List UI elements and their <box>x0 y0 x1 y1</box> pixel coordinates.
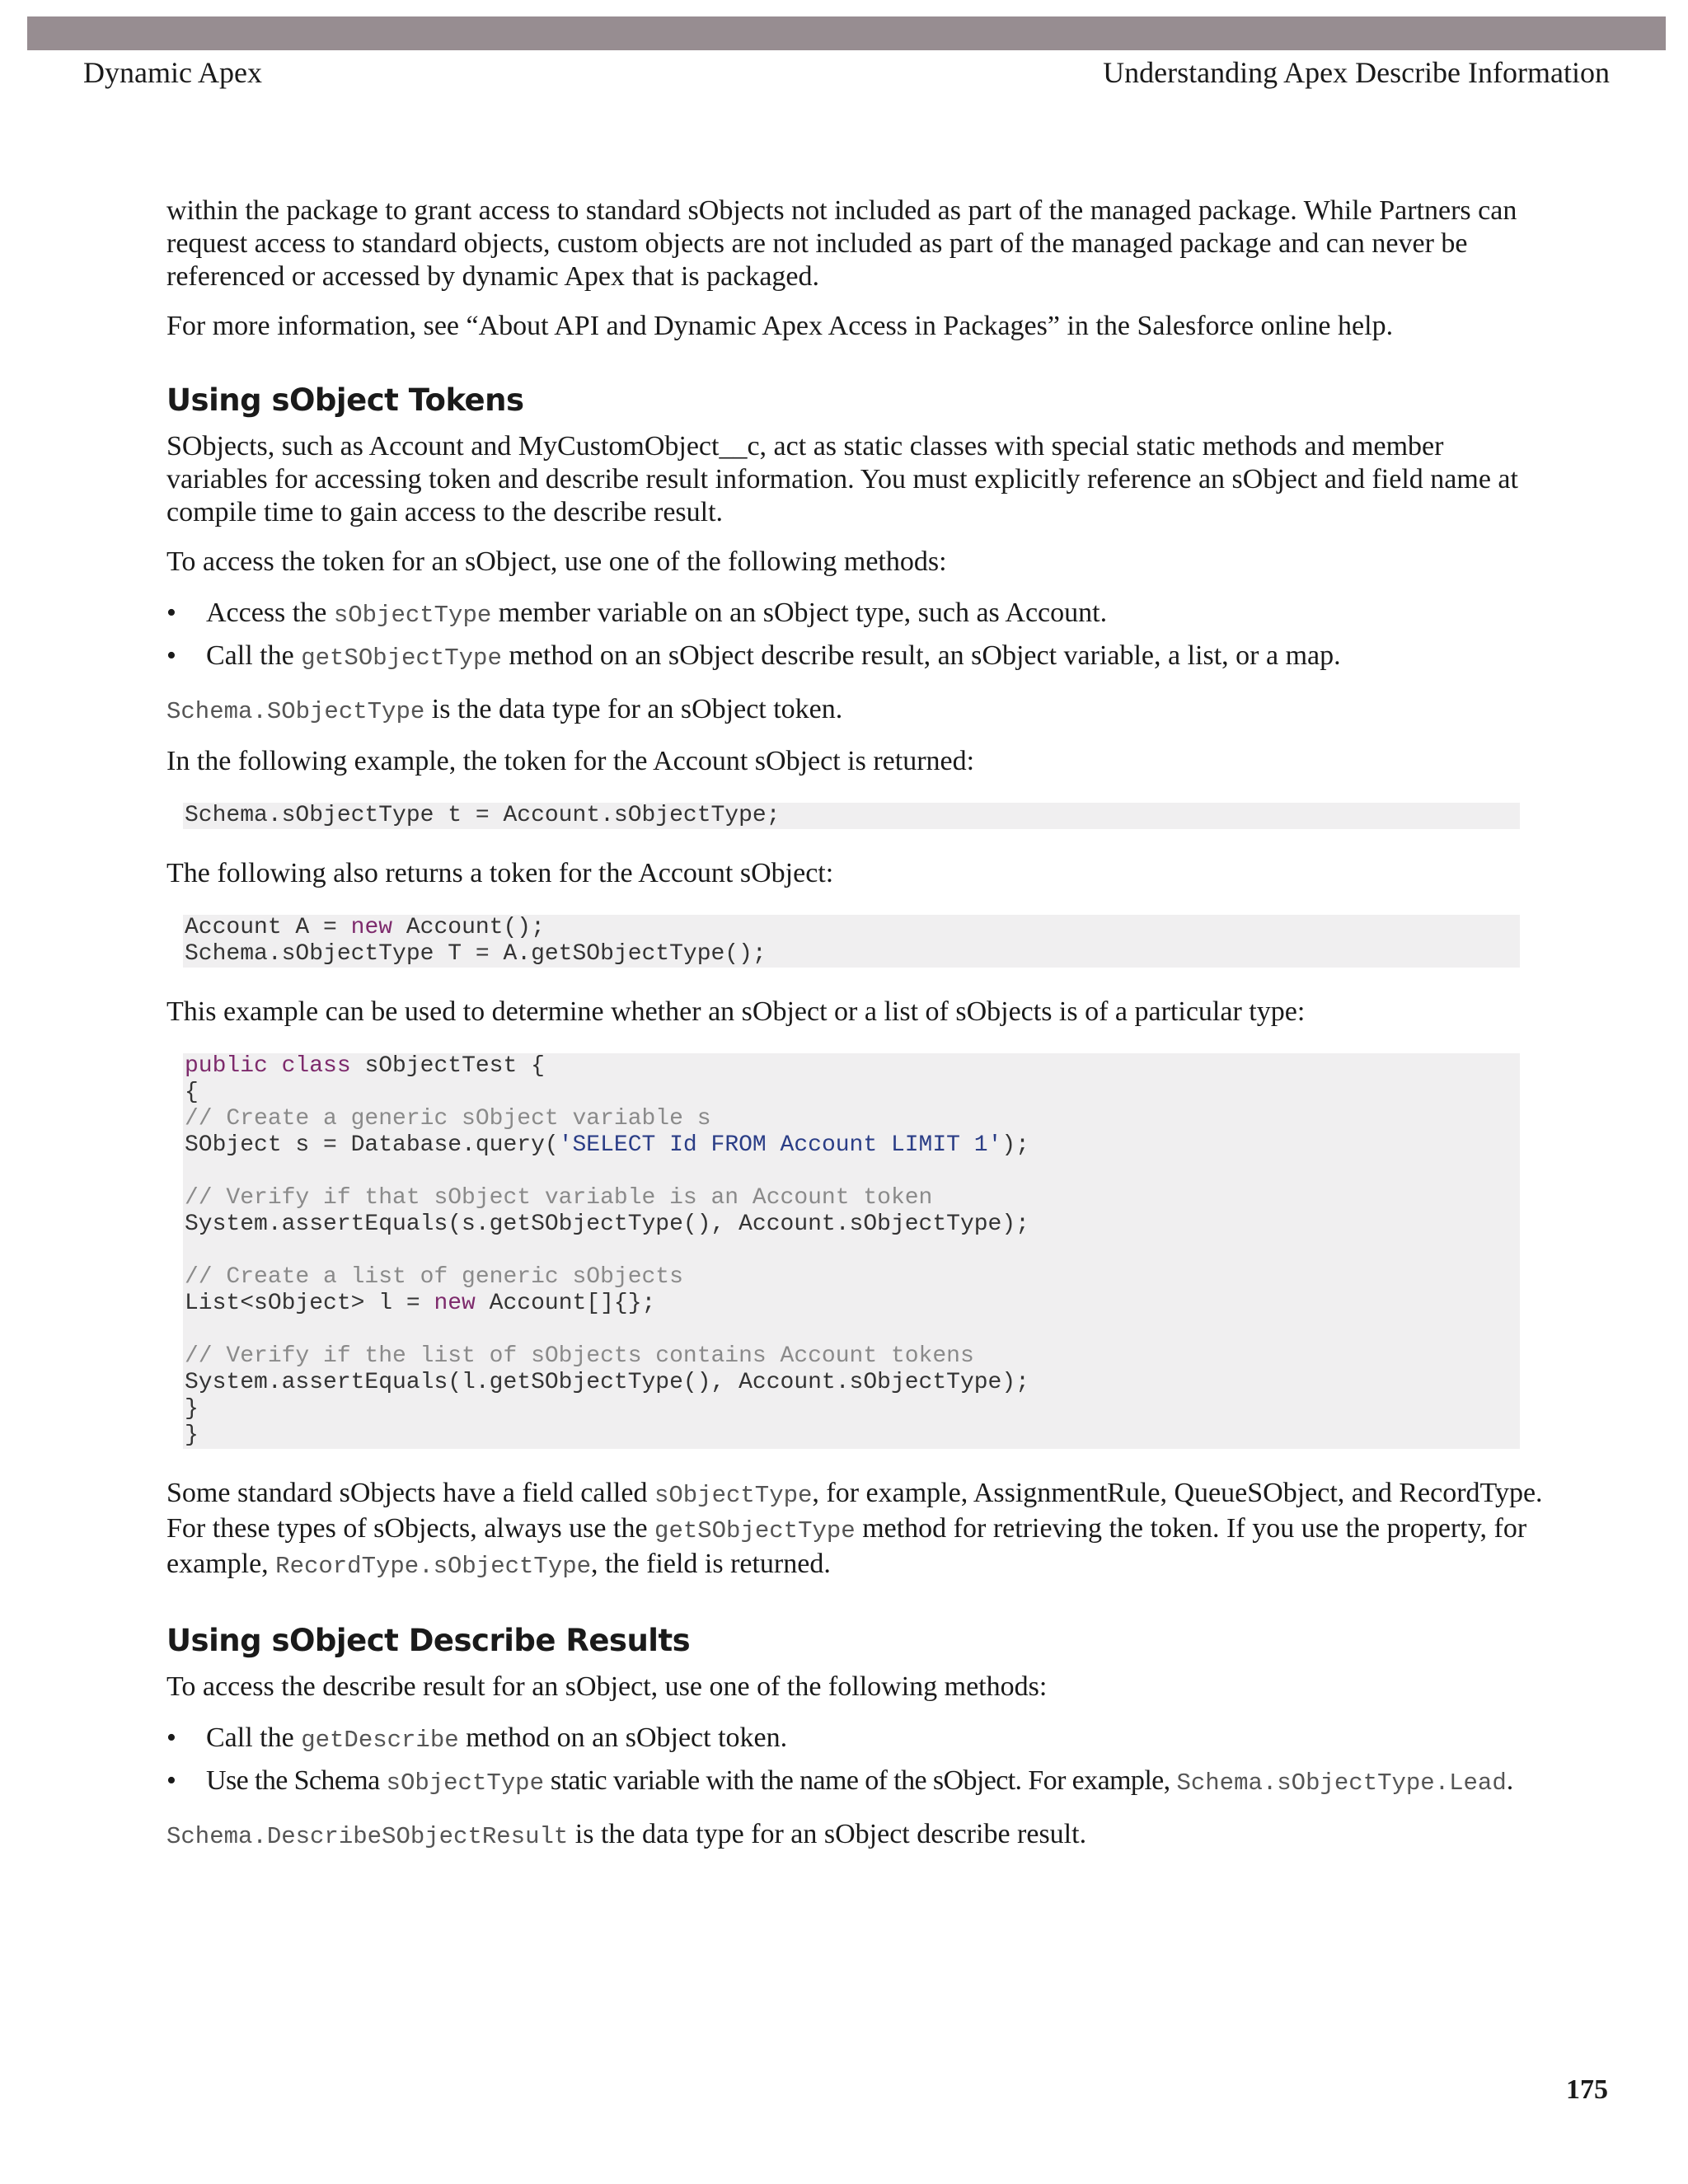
page-number: 175 <box>1566 2074 1608 2105</box>
inline-code: getDescribe <box>301 1727 459 1754</box>
code-comment: // Verify if the list of sObjects contains Account tokens <box>185 1343 974 1369</box>
code-text: SObject s = Database.query( <box>185 1132 559 1158</box>
code-block-token-example <box>183 803 1520 829</box>
describe-method-list <box>166 1720 1551 1802</box>
paragraph-text: is the data type for an sObject describe result. <box>568 1819 1087 1849</box>
code-text: List<sObject> l = <box>185 1291 434 1316</box>
section-heading-tokens: Using sObject Tokens <box>166 382 524 418</box>
inline-code: RecordType.sObjectType <box>275 1553 592 1580</box>
paragraph-text: Some standard sObjects have a field called <box>166 1478 654 1508</box>
bullet-icon: • <box>166 598 176 628</box>
header-bar <box>27 16 1666 50</box>
list-item-text: static variable with the name of the sObject. For example, <box>543 1765 1177 1796</box>
example3-intro-paragraph: This example can be used to determine whether an sObject or a list of sObjects is of a particular type: <box>166 996 1306 1027</box>
bullet-icon: • <box>166 640 176 671</box>
list-item <box>166 638 1551 677</box>
code-line: Schema.sObjectType t = Account.sObjectType; <box>185 803 781 828</box>
more-info-paragraph: For more information, see “About API and Dynamic Apex Access in Packages” in the Salesforce online help. <box>166 311 1394 341</box>
standard-sobjects-paragraph <box>166 1477 1551 1583</box>
inline-code: sObjectType <box>386 1769 544 1797</box>
describe-type-paragraph <box>166 1818 1551 1854</box>
paragraph-text: method for retrieving the token. If you use the property, for example, <box>166 1513 1527 1579</box>
code-line: System.assertEquals(s.getSObjectType(), Account.sObjectType); <box>185 1212 1029 1237</box>
code-line: Schema.sObjectType T = A.getSObjectType(); <box>185 941 767 967</box>
list-item <box>166 1763 1551 1802</box>
example2-intro-paragraph: The following also returns a token for the Account sObject: <box>166 858 834 888</box>
code-gap <box>185 1159 1520 1185</box>
inline-code: Schema.DescribeSObjectResult <box>166 1823 569 1850</box>
tokens-method-list <box>166 595 1551 677</box>
list-item-text: Use the Schema <box>206 1765 387 1796</box>
code-line: System.assertEquals(l.getSObjectType(), Account.sObjectType); <box>185 1370 1029 1395</box>
code-comment: // Verify if that sObject variable is an Account token <box>185 1185 933 1211</box>
code-gap <box>185 1317 1520 1343</box>
code-string: 'SELECT Id FROM Account LIMIT 1' <box>558 1132 1002 1158</box>
code-comment: // Create a list of generic sObjects <box>185 1264 683 1290</box>
tokens-intro-paragraph: SObjects, such as Account and MyCustomObject__c, act as static classes with special static methods and member variables for accessing token and describe result information. You must explicitly reference an sObject and field name at compile time to gain access to the describe result. <box>166 431 1518 527</box>
code-block-get-sobject-type <box>183 915 1520 968</box>
tokens-methods-paragraph: To access the token for an sObject, use one of the following methods: <box>166 546 947 577</box>
list-item-text: Access the <box>206 598 334 628</box>
code-line: } <box>185 1422 199 1448</box>
code-comment: // Create a generic sObject variable s <box>185 1106 711 1132</box>
page-content <box>166 194 1551 1870</box>
inline-code: getSObjectType <box>301 644 502 672</box>
bullet-icon: • <box>166 1765 176 1796</box>
paragraph-text: is the data type for an sObject token. <box>424 694 843 724</box>
list-item <box>166 1720 1551 1759</box>
describe-methods-paragraph: To access the describe result for an sObject, use one of the following methods: <box>166 1671 1048 1702</box>
code-keyword: public class <box>185 1053 351 1079</box>
code-line: { <box>185 1080 199 1105</box>
running-header-section: Understanding Apex Describe Information <box>1103 56 1610 89</box>
paragraph-text: , the field is returned. <box>591 1549 831 1579</box>
inline-code: Schema.SObjectType <box>166 698 425 725</box>
list-item-text: Call the <box>206 1722 302 1753</box>
running-header-chapter: Dynamic Apex <box>83 56 262 89</box>
inline-code: sObjectType <box>333 602 492 629</box>
code-line: } <box>185 1396 199 1422</box>
code-text: sObjectTest { <box>350 1053 545 1079</box>
inline-code: sObjectType <box>654 1482 813 1509</box>
list-item-text: method on an sObject token. <box>458 1722 788 1753</box>
list-item-text: member variable on an sObject type, such as Account. <box>491 598 1108 628</box>
list-item <box>166 595 1551 634</box>
list-item-text: method on an sObject describe result, an sObject variable, a list, or a map. <box>501 640 1341 671</box>
code-block-sobject-test <box>183 1053 1520 1449</box>
code-text: Account[]{}; <box>475 1291 656 1316</box>
code-keyword: new <box>434 1291 476 1316</box>
token-type-paragraph <box>166 693 1551 729</box>
code-gap <box>185 1238 1520 1264</box>
list-item-text: Call the <box>206 640 302 671</box>
paragraph-text: , for example, AssignmentRule, QueueSObject, and RecordType. For these types of sObjects, always use the <box>166 1478 1543 1544</box>
code-text: Account(); <box>392 915 545 940</box>
code-text: ); <box>1001 1132 1029 1158</box>
inline-code: getSObjectType <box>654 1517 856 1544</box>
code-text: Account A = <box>185 915 351 940</box>
intro-paragraph: within the package to grant access to standard sObjects not included as part of the managed package. While Partners can request access to standard objects, custom objects are not included as part of the managed package and can never be referenced or accessed by dynamic Apex that is packaged. <box>166 195 1517 292</box>
inline-code: Schema.sObjectType.Lead <box>1176 1769 1507 1797</box>
section-heading-describe-results: Using sObject Describe Results <box>166 1623 691 1658</box>
example-intro-paragraph: In the following example, the token for the Account sObject is returned: <box>166 746 975 776</box>
code-keyword: new <box>350 915 393 940</box>
list-item-text: . <box>1506 1765 1513 1796</box>
bullet-icon: • <box>166 1722 176 1753</box>
